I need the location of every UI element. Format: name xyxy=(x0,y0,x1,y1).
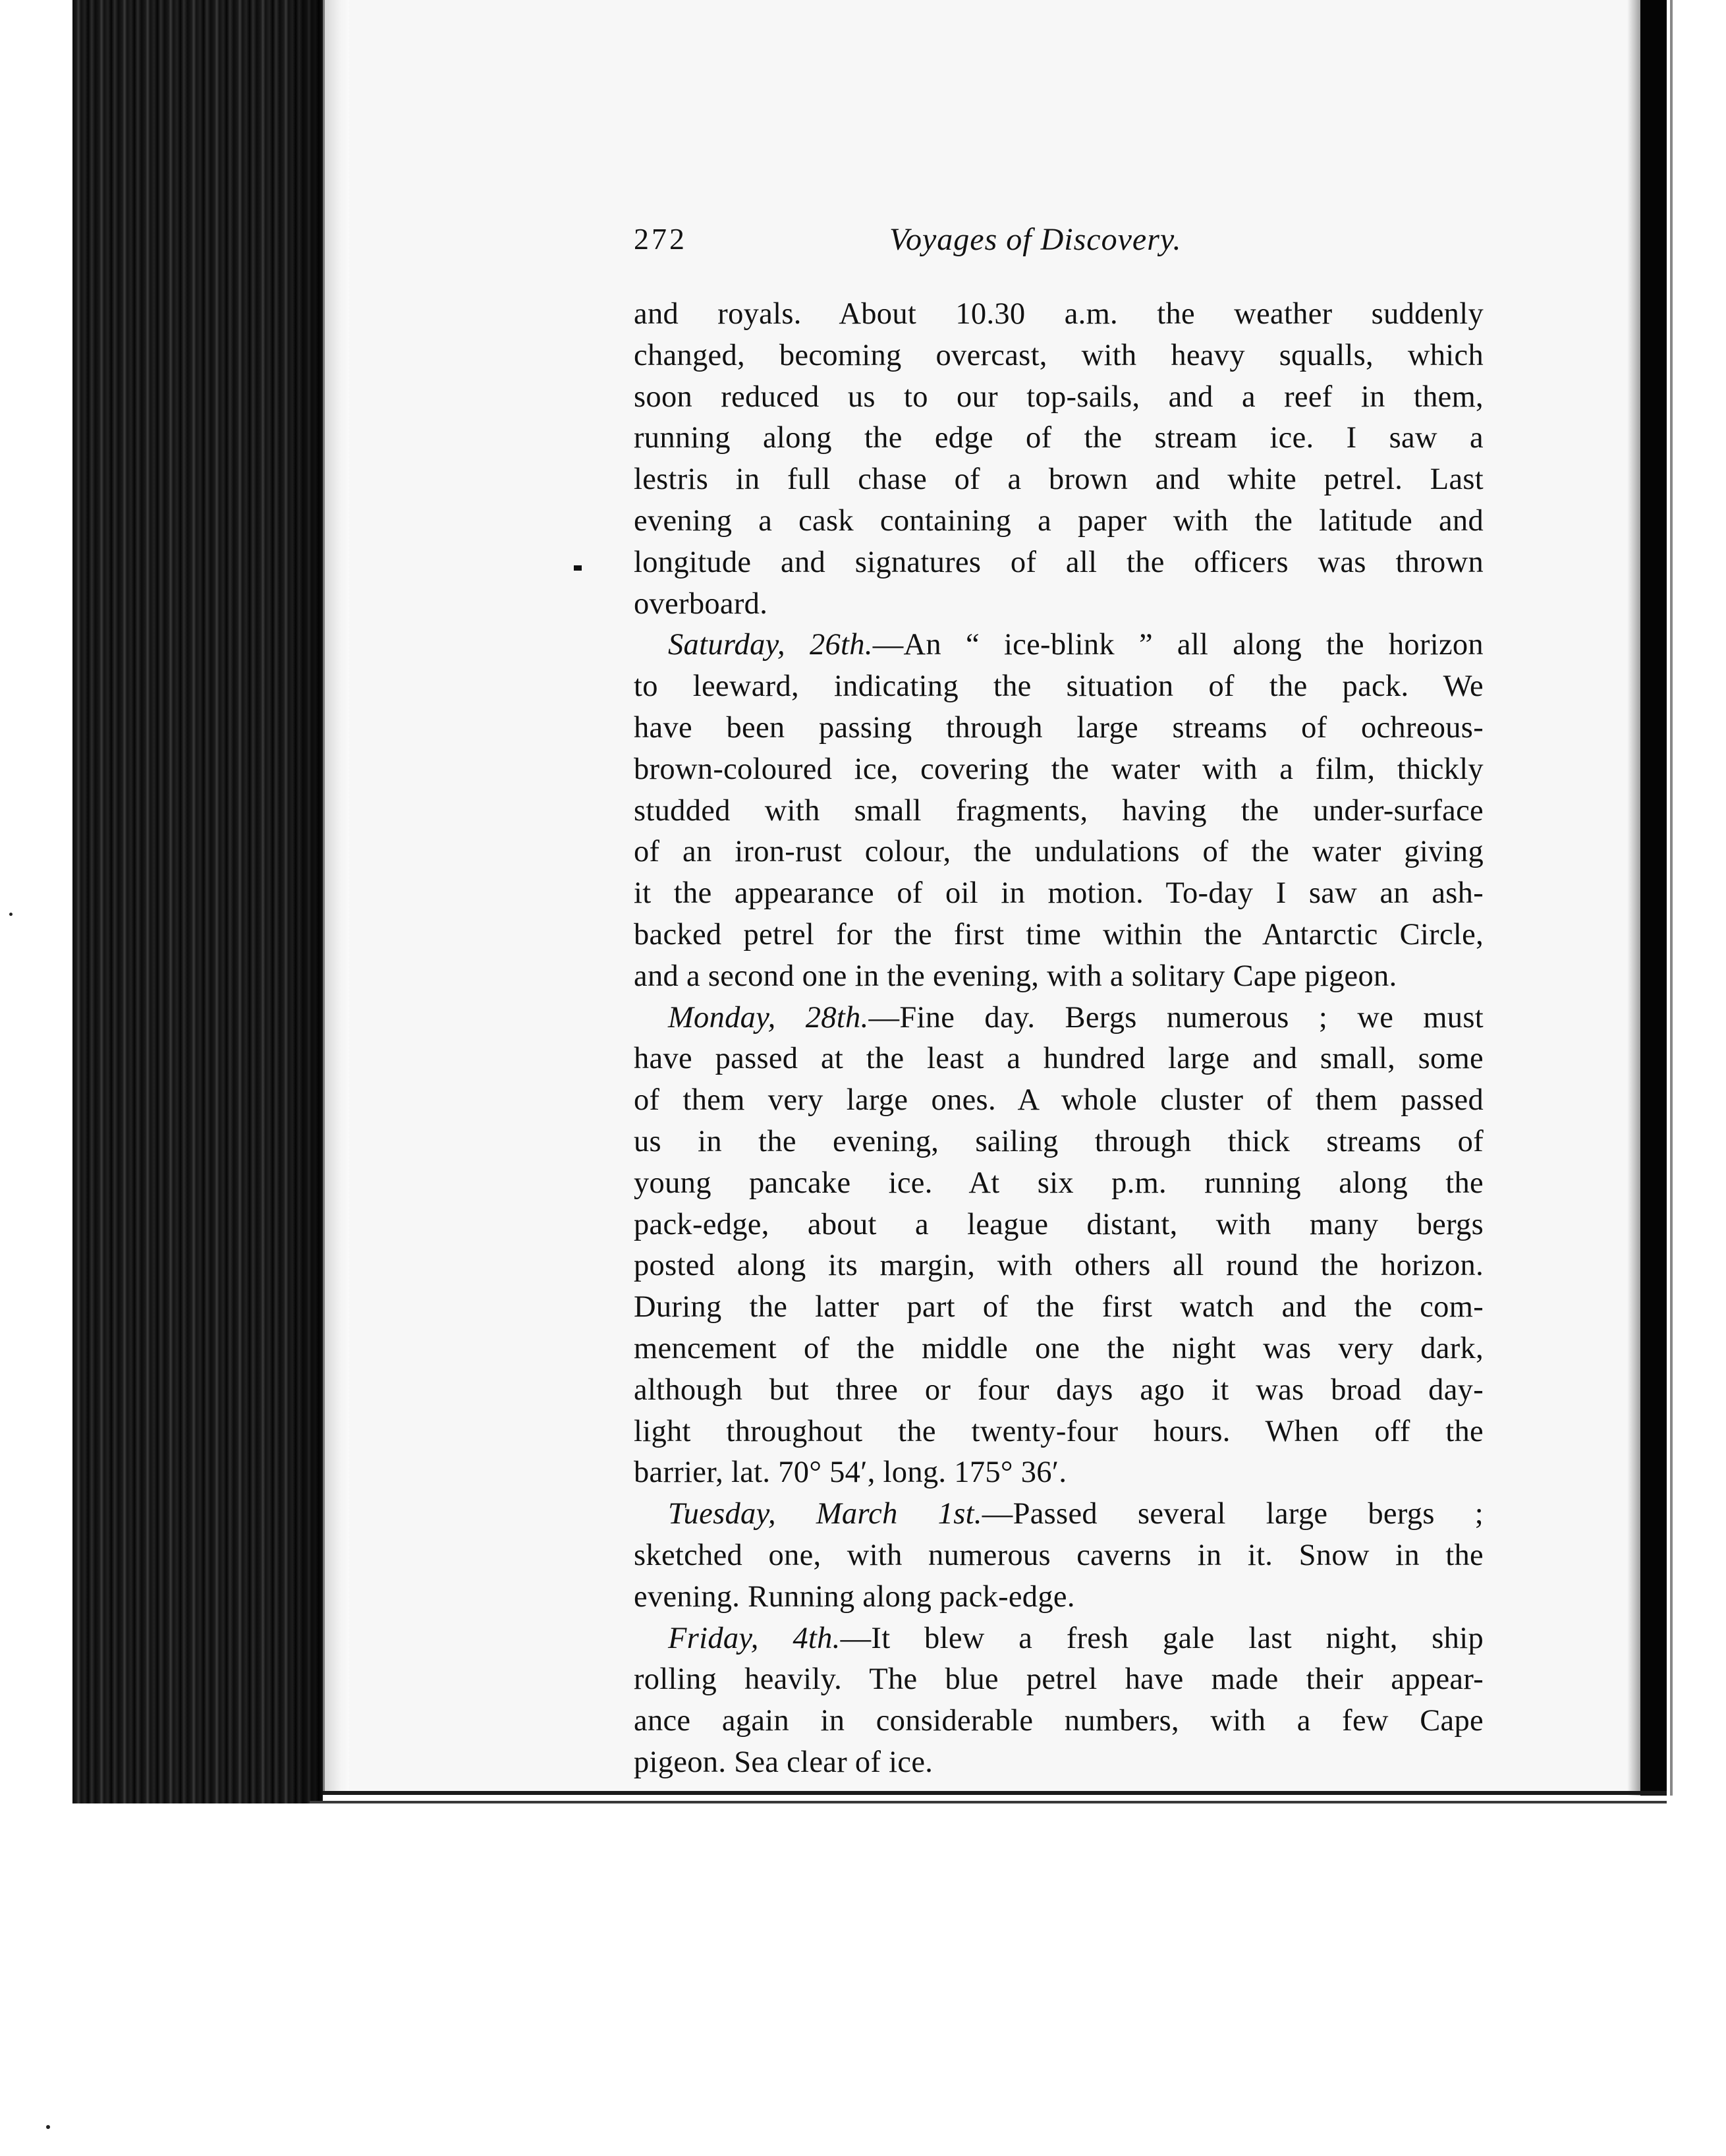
paragraph xyxy=(634,1618,1484,1784)
line-text: it the appearance of oil in motion. To-day I saw an ash- xyxy=(634,876,1484,911)
page-bottom-edge xyxy=(323,1791,1667,1795)
text-line xyxy=(634,998,1484,1039)
text-line xyxy=(634,873,1484,915)
line-text: overboard. xyxy=(634,586,768,621)
text-line xyxy=(634,335,1484,377)
text-line xyxy=(634,584,1484,625)
margin-dash-mark xyxy=(574,565,582,571)
line-text: backed petrel for the first time within the Antarctic Circle, xyxy=(634,917,1484,951)
entry-date: Friday, 4th. xyxy=(668,1621,841,1655)
page-body-text xyxy=(634,294,1484,1784)
line-text: us in the evening, sailing through thick streams of xyxy=(634,1124,1484,1158)
text-line xyxy=(634,1577,1484,1618)
text-line xyxy=(634,501,1484,542)
paragraph xyxy=(634,294,1484,625)
text-line xyxy=(634,956,1484,998)
line-text: mencement of the middle one the night was very dark, xyxy=(634,1331,1484,1365)
line-text: pack-edge, about a league distant, with many bergs xyxy=(634,1207,1484,1241)
text-line xyxy=(634,1742,1484,1784)
line-text: barrier, lat. 70° 54′, long. 175° 36′. xyxy=(634,1456,1067,1490)
line-text: soon reduced us to our top-sails, and a reef in them, xyxy=(634,380,1484,414)
line-text: of them very large ones. A whole cluster of them passed xyxy=(634,1083,1484,1118)
line-text: to leeward, indicating the situation of the pack. We xyxy=(634,669,1484,704)
text-line xyxy=(634,418,1484,459)
line-text: pigeon. Sea clear of ice. xyxy=(634,1745,933,1779)
running-header xyxy=(634,221,1227,268)
binding-shadow xyxy=(1627,0,1640,1796)
text-line xyxy=(634,1701,1484,1742)
facing-page-edge xyxy=(1670,0,1673,1796)
text-line xyxy=(634,791,1484,832)
line-text: ance again in considerable numbers, with a few Cape xyxy=(634,1704,1484,1738)
text-line xyxy=(634,625,1484,666)
paragraph xyxy=(634,998,1484,1494)
line-text: —Passed several large bergs ; xyxy=(982,1497,1484,1531)
line-text: During the latter part of the first watch and the com- xyxy=(634,1290,1484,1324)
line-text: studded with small fragments, having the under-surface xyxy=(634,793,1484,828)
text-line xyxy=(634,832,1484,873)
entry-date: Saturday, 26th. xyxy=(668,628,873,662)
line-text: —It blew a fresh gale last night, ship xyxy=(840,1621,1484,1655)
line-text: light throughout the twenty-four hours. When off the xyxy=(634,1414,1484,1448)
entry-date: Monday, 28th. xyxy=(668,1000,869,1035)
paragraph xyxy=(634,1494,1484,1618)
line-text: —An “ ice-blink ” all along the horizon xyxy=(872,628,1484,662)
binding-strip xyxy=(1640,0,1667,1796)
dust-speck xyxy=(9,913,13,916)
text-line xyxy=(634,1370,1484,1411)
text-line xyxy=(634,459,1484,501)
text-line xyxy=(634,1659,1484,1701)
scan-right-background xyxy=(1667,0,1726,1796)
line-text: of an iron-rust colour, the undulations of the water giving xyxy=(634,835,1484,869)
text-line xyxy=(634,1038,1484,1080)
line-text: —Fine day. Bergs numerous ; we must xyxy=(868,1000,1484,1035)
text-line xyxy=(634,1245,1484,1287)
dust-speck xyxy=(46,2125,50,2129)
entry-date: Tuesday, March 1st. xyxy=(668,1497,982,1531)
text-line xyxy=(634,1411,1484,1453)
page-number: 272 xyxy=(634,222,687,256)
text-line xyxy=(634,1328,1484,1370)
text-line xyxy=(634,708,1484,749)
line-text: evening a cask containing a paper with the latitude and xyxy=(634,503,1484,538)
line-text: and a second one in the evening, with a solitary Cape pigeon. xyxy=(634,959,1397,993)
line-text: sketched one, with numerous caverns in it. Snow in the xyxy=(634,1538,1484,1572)
scan-bottom-background xyxy=(66,1803,1726,2156)
text-line xyxy=(634,915,1484,956)
line-text: changed, becoming overcast, with heavy squalls, which xyxy=(634,338,1484,372)
scan-left-background xyxy=(0,0,72,2156)
line-text: longitude and signatures of all the officers was thrown xyxy=(634,545,1484,579)
text-line xyxy=(634,1535,1484,1577)
line-text: brown-coloured ice, covering the water with a film, thickly xyxy=(634,752,1484,786)
page-gutter-strip xyxy=(323,0,351,1792)
running-title: Voyages of Discovery. xyxy=(889,222,1182,257)
text-line xyxy=(634,1205,1484,1246)
text-line xyxy=(634,377,1484,418)
line-text: lestris in full chase of a brown and white petrel. Last xyxy=(634,463,1484,497)
text-line xyxy=(634,1121,1484,1163)
line-text: rolling heavily. The blue petrel have made their appear- xyxy=(634,1662,1484,1697)
line-text: although but three or four days ago it was broad day- xyxy=(634,1373,1484,1407)
line-text: posted along its margin, with others all round the horizon. xyxy=(634,1249,1484,1283)
text-line xyxy=(634,1618,1484,1660)
line-text: have been passing through large streams of ochreous- xyxy=(634,710,1484,745)
line-text: evening. Running along pack-edge. xyxy=(634,1579,1075,1614)
text-line xyxy=(634,666,1484,708)
text-line xyxy=(634,749,1484,791)
text-line xyxy=(634,542,1484,584)
text-line xyxy=(634,1080,1484,1121)
line-text: young pancake ice. At six p.m. running along the xyxy=(634,1166,1484,1200)
line-text: have passed at the least a hundred large and small, some xyxy=(634,1042,1484,1076)
text-line xyxy=(634,1452,1484,1494)
text-line xyxy=(634,1494,1484,1535)
text-line xyxy=(634,294,1484,335)
text-line xyxy=(634,1163,1484,1205)
line-text: and royals. About 10.30 a.m. the weather suddenly xyxy=(634,297,1484,331)
text-line xyxy=(634,1287,1484,1328)
paragraph xyxy=(634,625,1484,997)
line-text: running along the edge of the stream ice. I saw a xyxy=(634,421,1484,455)
